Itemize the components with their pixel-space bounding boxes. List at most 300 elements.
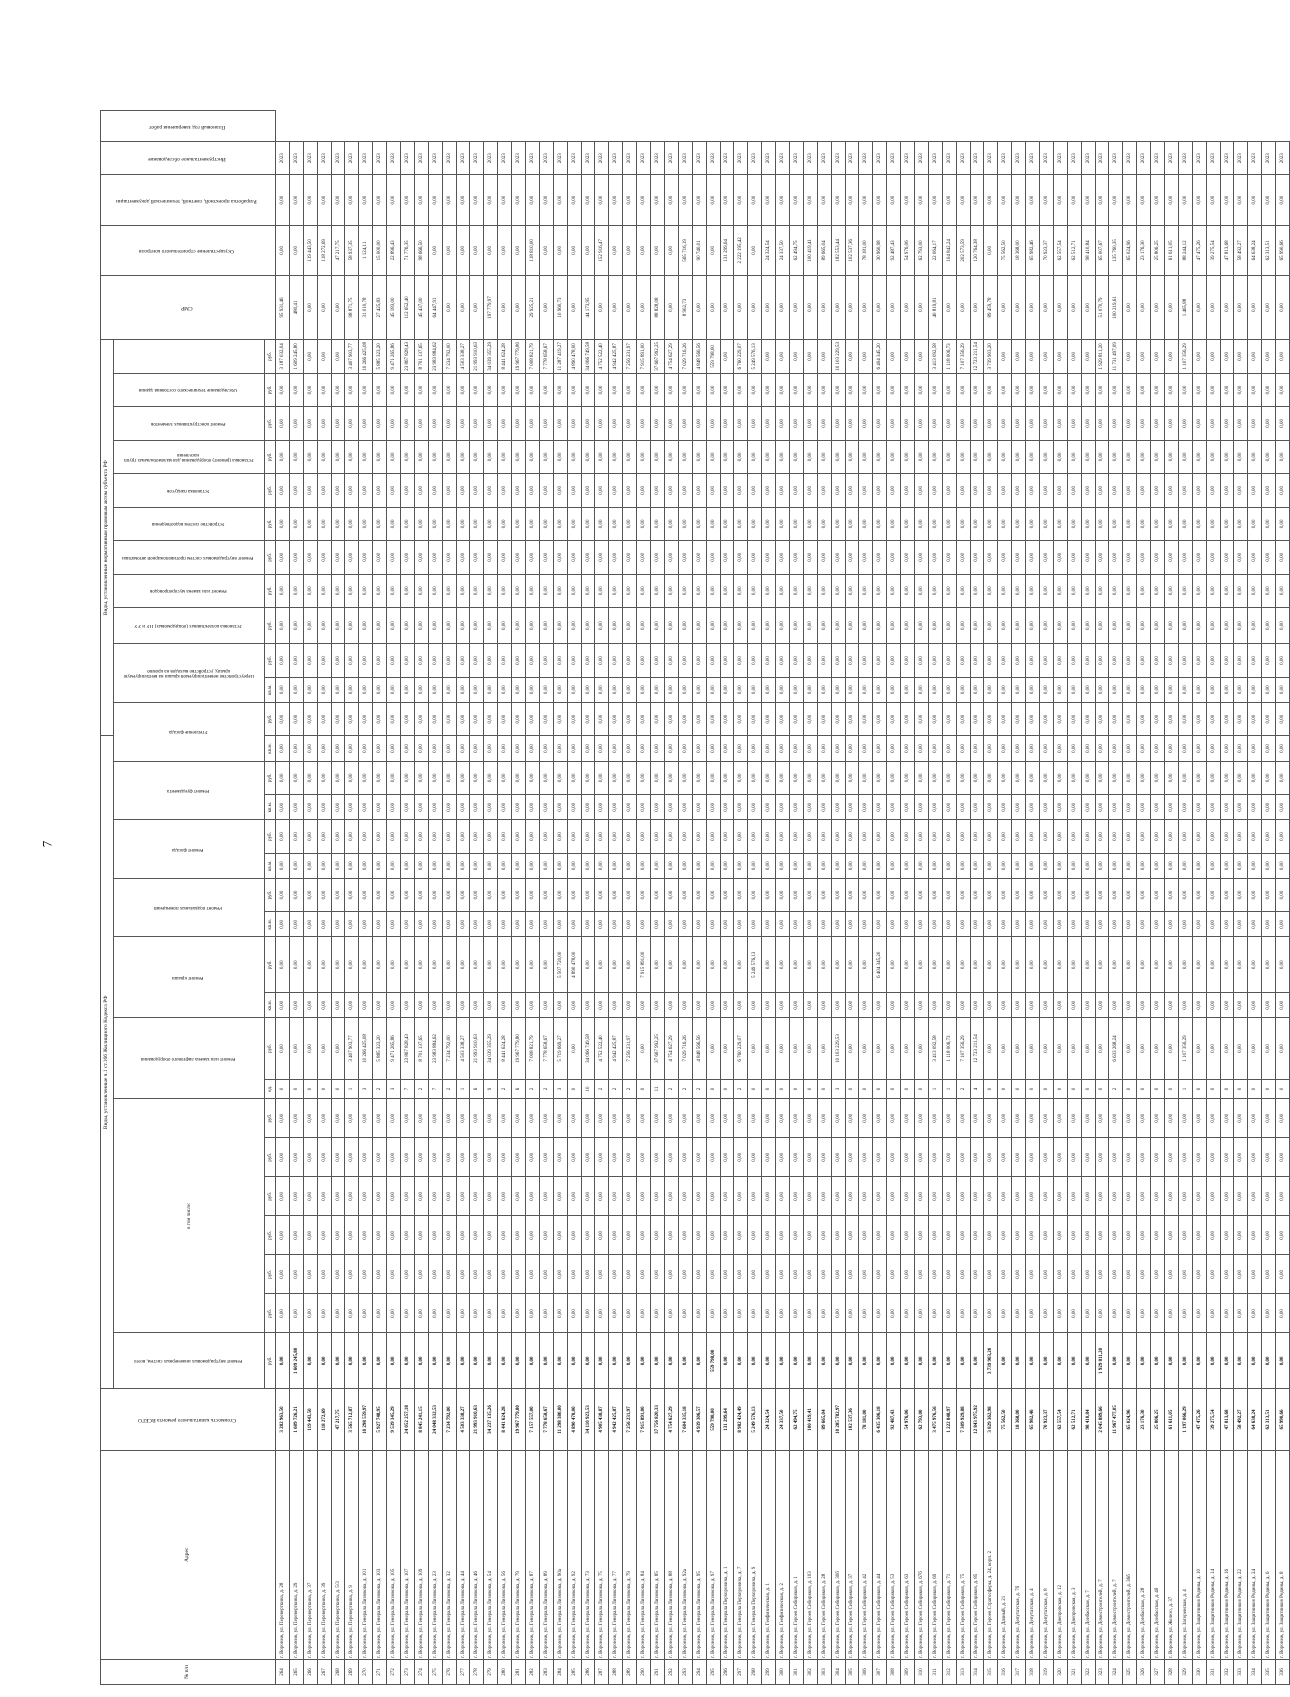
cell-systems-ext: 0,00 <box>623 541 637 574</box>
cell-address: г. Воронеж, ул. Домостроителей, д. 7 <box>1095 1450 1109 1659</box>
cell-elevator-cost: 0,00 <box>276 1018 290 1079</box>
cell-roof-area: 0,00 <box>1262 993 1276 1018</box>
cell-tech-check: 0,00 <box>1192 175 1206 225</box>
cell-gas: 0,00 <box>1248 1099 1262 1138</box>
cell-address: г. Воронеж, ул. Героев Сибиряков, д. 71 <box>942 1450 956 1659</box>
cell-no: 278 <box>470 1659 484 1684</box>
cell-drainage: 0,00 <box>901 507 915 540</box>
cell-smr: 7 008 821,79 <box>526 340 540 374</box>
cell-address: г. Воронеж, ул. Загоренская, д. 4 <box>1178 1450 1192 1659</box>
cell-elevator-count: 0 <box>762 1079 776 1099</box>
cell-fire-cost: 0,00 <box>1234 644 1248 677</box>
cell-supervision: 0,00 <box>817 275 831 339</box>
cell-meters: 0,00 <box>456 607 470 643</box>
cell-supervision: 0,00 <box>692 275 706 339</box>
cell-accessibility: 0,00 <box>401 440 415 473</box>
cell-design: 89 665,04 <box>817 225 831 275</box>
cell-hot-water: 0,00 <box>345 1255 359 1294</box>
cell-facade-area: 0,00 <box>706 853 720 878</box>
cell-meters: 0,00 <box>512 607 526 643</box>
cell-basement-area: 0,00 <box>359 912 373 937</box>
cell-design: 62 512,71 <box>1067 225 1081 275</box>
cell-tech-check: 0,00 <box>623 175 637 225</box>
cell-no: 324 <box>1109 1659 1123 1684</box>
cell-elevator-count: 0 <box>901 1079 915 1099</box>
cell-fire-cost: 0,00 <box>692 644 706 677</box>
cell-gas: 0,00 <box>928 1099 942 1138</box>
cell-foundation-cost: 0,00 <box>595 761 609 794</box>
cell-roof-cost: 0,00 <box>498 937 512 993</box>
cell-cold-water: 0,00 <box>1192 1216 1206 1255</box>
cell-ramps: 0,00 <box>998 474 1012 507</box>
table-row <box>512 111 526 1685</box>
cell-year: 2023 <box>1276 142 1290 175</box>
cell-roof-area: 0,00 <box>1095 993 1109 1018</box>
table-row <box>609 111 623 1685</box>
cell-insulation-area: 0,00 <box>1109 736 1123 761</box>
cell-year: 2023 <box>776 142 790 175</box>
cell-cold-water: 0,00 <box>720 1216 734 1255</box>
cell-total-cost: 118 272,69 <box>317 1389 331 1450</box>
cell-chutes: 0,00 <box>1095 574 1109 607</box>
cell-other1: 0,00 <box>817 407 831 440</box>
cell-cold-water: 0,00 <box>623 1216 637 1255</box>
cell-hot-water: 0,00 <box>581 1255 595 1294</box>
cell-design: 0,00 <box>706 225 720 275</box>
cell-heat: 0,00 <box>1039 1294 1053 1333</box>
cell-power: 0,00 <box>678 1177 692 1216</box>
cell-fire-cost: 0,00 <box>609 644 623 677</box>
cell-roof-area: 0,00 <box>567 993 581 1018</box>
cell-roof-area: 0,00 <box>928 993 942 1018</box>
cell-design: 64 638,24 <box>1248 225 1262 275</box>
cell-power: 0,00 <box>1262 1177 1276 1216</box>
cell-chutes: 0,00 <box>526 574 540 607</box>
cell-supervision: 1 465,88 <box>1178 275 1192 339</box>
cell-sewer: 0,00 <box>776 1138 790 1177</box>
cell-chutes: 0,00 <box>289 574 303 607</box>
cell-hot-water: 0,00 <box>317 1255 331 1294</box>
cell-fire-cost: 0,00 <box>484 644 498 677</box>
cell-facade-area: 0,00 <box>637 853 651 878</box>
cell-elevator-cost: 0,00 <box>901 1018 915 1079</box>
cell-elevator-cost: 0,00 <box>317 1018 331 1079</box>
cell-drainage: 0,00 <box>526 507 540 540</box>
cell-heat: 0,00 <box>1206 1294 1220 1333</box>
cell-smr: 21 993 910,63 <box>470 340 484 374</box>
cell-meters: 0,00 <box>762 607 776 643</box>
cell-year: 2023 <box>1081 142 1095 175</box>
cell-elevator-cost: 0,00 <box>1067 1018 1081 1079</box>
cell-drainage: 0,00 <box>470 507 484 540</box>
cell-address: г. Воронеж, ул. Донбасская, д. 28 <box>1137 1450 1151 1659</box>
cell-fire-cost: 0,00 <box>1123 644 1137 677</box>
cell-chutes: 0,00 <box>345 574 359 607</box>
cell-repair-systems: 0,00 <box>1012 1333 1026 1389</box>
table-row <box>845 111 859 1685</box>
cell-facade-cost: 0,00 <box>1137 820 1151 853</box>
cell-total-cost: 4 939 306,57 <box>692 1389 706 1450</box>
cell-roof-cost: 0,00 <box>414 937 428 993</box>
cell-other2: 0,00 <box>845 373 859 406</box>
cell-basement-area: 0,00 <box>1192 912 1206 937</box>
cell-basement-area: 0,00 <box>942 912 956 937</box>
cell-year: 2023 <box>526 142 540 175</box>
cell-chutes: 0,00 <box>1248 574 1262 607</box>
cell-basement-area: 0,00 <box>1206 912 1220 937</box>
cell-chutes: 0,00 <box>942 574 956 607</box>
cell-facade-cost: 0,00 <box>928 820 942 853</box>
cell-cold-water: 0,00 <box>1151 1216 1165 1255</box>
table-row <box>1276 111 1290 1685</box>
cell-systems-ext: 0,00 <box>553 541 567 574</box>
cell-other1: 0,00 <box>1137 407 1151 440</box>
cell-sewer: 0,00 <box>1178 1138 1192 1177</box>
table-row <box>720 111 734 1685</box>
cell-other2: 0,00 <box>289 373 303 406</box>
cell-facade-area: 0,00 <box>1262 853 1276 878</box>
cell-total-cost: 62 557,54 <box>1053 1389 1067 1450</box>
cell-foundation-cost: 0,00 <box>1053 761 1067 794</box>
cell-no: 332 <box>1220 1659 1234 1684</box>
cell-meters: 0,00 <box>359 607 373 643</box>
cell-roof-area: 0,00 <box>1248 993 1262 1018</box>
cell-total-cost: 4 942 425,87 <box>609 1389 623 1450</box>
cell-elevator-cost: 6 633 268,24 <box>1109 1018 1123 1079</box>
cell-sewer: 0,00 <box>984 1138 998 1177</box>
cell-design: 88 244,12 <box>1178 225 1192 275</box>
cell-drainage: 0,00 <box>609 507 623 540</box>
cell-year: 2023 <box>581 142 595 175</box>
cell-insulation-area: 0,00 <box>623 736 637 761</box>
cell-chutes: 0,00 <box>401 574 415 607</box>
cell-smr: 4 503 338,27 <box>456 340 470 374</box>
cell-fire-area: 0,00 <box>873 677 887 702</box>
cell-smr: 0,00 <box>1248 340 1262 374</box>
cell-total-cost: 62 793,00 <box>914 1389 928 1450</box>
cell-design: 0,00 <box>651 225 665 275</box>
cell-other1: 0,00 <box>303 407 317 440</box>
cell-facade-area: 0,00 <box>831 853 845 878</box>
cell-basement-cost: 0,00 <box>748 878 762 911</box>
cell-sewer: 0,00 <box>1123 1138 1137 1177</box>
cell-no: 270 <box>359 1659 373 1684</box>
cell-fire-area: 0,00 <box>637 677 651 702</box>
cell-repair-systems: 0,00 <box>1220 1333 1234 1389</box>
cell-no: 315 <box>984 1659 998 1684</box>
cell-chutes: 0,00 <box>1081 574 1095 607</box>
cell-roof-cost: 0,00 <box>859 937 873 993</box>
col-fire: Переустройство невентилируемой крыши на вентилируемую крышу, устройство выходов на кровлю <box>114 644 265 703</box>
cell-drainage: 0,00 <box>859 507 873 540</box>
cell-other1: 0,00 <box>1165 407 1179 440</box>
cell-design: 0,00 <box>539 225 553 275</box>
cell-fire-area: 0,00 <box>1067 677 1081 702</box>
table-row <box>331 111 345 1685</box>
cell-roof-cost: 5 249 576,13 <box>748 937 762 993</box>
unit-rub: руб. <box>265 702 276 735</box>
table-row <box>692 111 706 1685</box>
cell-basement-cost: 0,00 <box>942 878 956 911</box>
cell-smr: 4 754 627,29 <box>664 340 678 374</box>
cell-foundation-cost: 0,00 <box>762 761 776 794</box>
cell-basement-cost: 0,00 <box>706 878 720 911</box>
cell-sewer: 0,00 <box>484 1138 498 1177</box>
cell-meters: 0,00 <box>914 607 928 643</box>
cell-year: 2023 <box>1220 142 1234 175</box>
cell-smr: 23 983 884,62 <box>428 340 442 374</box>
cell-systems-ext: 0,00 <box>1109 541 1123 574</box>
cell-fire-cost: 0,00 <box>498 644 512 677</box>
cell-systems-ext: 0,00 <box>539 541 553 574</box>
cell-fire-area: 0,00 <box>470 677 484 702</box>
cell-roof-cost: 0,00 <box>1206 937 1220 993</box>
cell-facade-area: 0,00 <box>1151 853 1165 878</box>
cell-address: г. Воронеж, ул. Генерала Перхоровича, д. 1 <box>720 1450 734 1659</box>
cell-elevator-count: 0 <box>1234 1079 1248 1099</box>
cell-other1: 0,00 <box>887 407 901 440</box>
cell-sewer: 0,00 <box>470 1138 484 1177</box>
cell-address: г. Воронеж, ул. Геофизическая, д. 2 <box>776 1450 790 1659</box>
unit-rub: руб. <box>265 474 276 507</box>
cell-fire-cost: 0,00 <box>1220 644 1234 677</box>
cell-ramps: 0,00 <box>331 474 345 507</box>
cell-foundation-cost: 0,00 <box>928 761 942 794</box>
cell-chutes: 0,00 <box>970 574 984 607</box>
cell-tech-check: 0,00 <box>581 175 595 225</box>
cell-foundation-area: 0,00 <box>331 795 345 820</box>
table-row <box>859 111 873 1685</box>
table-row <box>1234 111 1248 1685</box>
cell-no: 280 <box>498 1659 512 1684</box>
cell-fire-cost: 0,00 <box>1276 644 1290 677</box>
cell-foundation-cost: 0,00 <box>401 761 415 794</box>
cell-elevator-cost: 34 066 749,58 <box>581 1018 595 1079</box>
cell-facade-cost: 0,00 <box>414 820 428 853</box>
cell-chutes: 0,00 <box>1039 574 1053 607</box>
cell-fire-cost: 0,00 <box>789 644 803 677</box>
cell-drainage: 0,00 <box>789 507 803 540</box>
cell-hot-water: 0,00 <box>1109 1255 1123 1294</box>
cell-systems-ext: 0,00 <box>692 541 706 574</box>
cell-foundation-cost: 0,00 <box>1248 761 1262 794</box>
cell-fire-cost: 0,00 <box>1109 644 1123 677</box>
cell-facade-area: 0,00 <box>1123 853 1137 878</box>
cell-design: 58 937,35 <box>345 225 359 275</box>
cell-sewer: 0,00 <box>651 1138 665 1177</box>
cell-basement-cost: 0,00 <box>651 878 665 911</box>
cell-design: 0,00 <box>553 225 567 275</box>
cell-basement-area: 0,00 <box>734 912 748 937</box>
cell-hot-water: 0,00 <box>442 1255 456 1294</box>
cell-repair-systems: 0,00 <box>276 1333 290 1389</box>
cell-gas: 0,00 <box>303 1099 317 1138</box>
cell-elevator-cost: 0,00 <box>303 1018 317 1079</box>
cell-insulation-area: 0,00 <box>845 736 859 761</box>
cell-facade-cost: 0,00 <box>692 820 706 853</box>
cell-no: 306 <box>859 1659 873 1684</box>
cell-supervision: 0,00 <box>1192 275 1206 339</box>
cell-year: 2023 <box>1165 142 1179 175</box>
cell-foundation-area: 0,00 <box>762 795 776 820</box>
cell-elevator-cost: 7 008 821,79 <box>526 1018 540 1079</box>
cell-basement-cost: 0,00 <box>359 878 373 911</box>
cell-elevator-count: 2 <box>956 1079 970 1099</box>
cell-ramps: 0,00 <box>345 474 359 507</box>
cell-roof-cost: 0,00 <box>484 937 498 993</box>
col-chutes: Ремонт или замена мусоропроводов <box>114 574 265 607</box>
cell-total-cost: 1 609 726,21 <box>289 1389 303 1450</box>
cell-foundation-cost: 0,00 <box>748 761 762 794</box>
cell-address: г. Воронеж, ул. Героев Сибиряков, д. 53 <box>887 1450 901 1659</box>
table-row <box>401 111 415 1685</box>
cell-other2: 0,00 <box>928 373 942 406</box>
cell-roof-area: 0,00 <box>317 993 331 1018</box>
cell-fire-area: 0,00 <box>692 677 706 702</box>
cell-elevator-count: 0 <box>748 1079 762 1099</box>
cell-design: 0,00 <box>609 225 623 275</box>
cell-insulation-area: 0,00 <box>692 736 706 761</box>
cell-power: 0,00 <box>998 1177 1012 1216</box>
cell-smr: 19 967 779,80 <box>512 340 526 374</box>
cell-supervision: 8 902,73 <box>678 275 692 339</box>
cell-supervision: 0,00 <box>1165 275 1179 339</box>
cell-roof-cost: 0,00 <box>359 937 373 993</box>
cell-other2: 0,00 <box>1165 373 1179 406</box>
cell-drainage: 0,00 <box>692 507 706 540</box>
cell-repair-systems: 0,00 <box>776 1333 790 1389</box>
cell-address: г. Воронеж, ул. Героев Стратосферы, д. 24, корп. 2 <box>984 1450 998 1659</box>
cell-insulation-area: 0,00 <box>526 736 540 761</box>
cell-address: г. Воронеж, ул. Генерала Лизюкова, д. 88 <box>664 1450 678 1659</box>
cell-other2: 0,00 <box>901 373 915 406</box>
cell-hot-water: 0,00 <box>1039 1255 1053 1294</box>
table-row <box>276 111 290 1685</box>
cell-facade-cost: 0,00 <box>484 820 498 853</box>
cell-year: 2023 <box>942 142 956 175</box>
cell-design: 0,00 <box>581 225 595 275</box>
cell-fire-cost: 0,00 <box>387 644 401 677</box>
cell-insulation-cost: 0,00 <box>276 702 290 735</box>
cell-ramps: 0,00 <box>1039 474 1053 507</box>
cell-smr: 8 701 137,65 <box>414 340 428 374</box>
cell-meters: 0,00 <box>428 607 442 643</box>
cell-basement-area: 0,00 <box>762 912 776 937</box>
cell-elevator-count: 2 <box>595 1079 609 1099</box>
cell-roof-cost: 0,00 <box>595 937 609 993</box>
cell-meters: 0,00 <box>901 607 915 643</box>
cell-roof-cost: 0,00 <box>845 937 859 993</box>
cell-repair-systems: 0,00 <box>581 1333 595 1389</box>
cell-address: г. Воронеж, ул. Переверткина, д. 28 <box>276 1450 290 1659</box>
cell-meters: 0,00 <box>831 607 845 643</box>
cell-gas: 0,00 <box>289 1099 303 1138</box>
cell-fire-area: 0,00 <box>762 677 776 702</box>
cell-sewer: 0,00 <box>289 1138 303 1177</box>
cell-fire-cost: 0,00 <box>1039 644 1053 677</box>
cell-fire-area: 0,00 <box>623 677 637 702</box>
cell-drainage: 0,00 <box>553 507 567 540</box>
cell-heat: 0,00 <box>1109 1294 1123 1333</box>
cell-fire-area: 0,00 <box>706 677 720 702</box>
cell-basement-area: 0,00 <box>914 912 928 937</box>
cell-facade-cost: 0,00 <box>817 820 831 853</box>
cell-roof-cost: 0,00 <box>651 937 665 993</box>
cell-facade-cost: 0,00 <box>1262 820 1276 853</box>
cell-drainage: 0,00 <box>1012 507 1026 540</box>
cell-foundation-cost: 0,00 <box>734 761 748 794</box>
cell-tech-check: 0,00 <box>609 175 623 225</box>
cell-chutes: 0,00 <box>873 574 887 607</box>
cell-heat: 0,00 <box>817 1294 831 1333</box>
cell-foundation-area: 0,00 <box>387 795 401 820</box>
cell-foundation-area: 0,00 <box>512 795 526 820</box>
cell-basement-cost: 0,00 <box>1081 878 1095 911</box>
cell-supervision: 0,00 <box>1026 275 1040 339</box>
cell-cold-water: 0,00 <box>789 1216 803 1255</box>
cell-insulation-area: 0,00 <box>331 736 345 761</box>
cell-other1: 0,00 <box>1081 407 1095 440</box>
cell-supervision: 88 828,08 <box>651 275 665 339</box>
cell-sewer: 0,00 <box>678 1138 692 1177</box>
cell-heat: 0,00 <box>651 1294 665 1333</box>
cell-repair-systems: 0,00 <box>387 1333 401 1389</box>
cell-smr: 0,00 <box>1123 340 1137 374</box>
cell-roof-area: 0,00 <box>456 993 470 1018</box>
cell-facade-area: 0,00 <box>512 853 526 878</box>
cell-supervision: 0,00 <box>942 275 956 339</box>
cell-power: 0,00 <box>817 1177 831 1216</box>
cell-insulation-cost: 0,00 <box>539 702 553 735</box>
cell-fire-area: 0,00 <box>984 677 998 702</box>
page-number: 7 <box>39 840 55 848</box>
cell-tech-check: 0,00 <box>1206 175 1220 225</box>
cell-repair-systems: 0,00 <box>359 1333 373 1389</box>
cell-power: 0,00 <box>956 1177 970 1216</box>
cell-year: 2023 <box>1178 142 1192 175</box>
cell-roof-area: 0,00 <box>845 993 859 1018</box>
cell-drainage: 0,00 <box>845 507 859 540</box>
cell-design: 78 181,00 <box>859 225 873 275</box>
cell-fire-area: 0,00 <box>928 677 942 702</box>
cell-sewer: 0,00 <box>595 1138 609 1177</box>
cell-insulation-cost: 0,00 <box>553 702 567 735</box>
cell-other2: 0,00 <box>637 373 651 406</box>
cell-elevator-cost: 19 967 779,80 <box>512 1018 526 1079</box>
cell-heat: 0,00 <box>734 1294 748 1333</box>
cell-hot-water: 0,00 <box>914 1255 928 1294</box>
cell-cold-water: 0,00 <box>331 1216 345 1255</box>
cell-systems-ext: 0,00 <box>998 541 1012 574</box>
cell-elevator-count: 0 <box>1220 1079 1234 1099</box>
cell-other1: 0,00 <box>1026 407 1040 440</box>
cell-insulation-area: 0,00 <box>651 736 665 761</box>
table-row <box>553 111 567 1685</box>
cell-other1: 0,00 <box>1151 407 1165 440</box>
cell-tech-check: 0,00 <box>873 175 887 225</box>
cell-address: г. Воронеж, ул. Генерала Перхоровича, д. 7 <box>734 1450 748 1659</box>
cell-total-cost: 12 843 975,92 <box>970 1389 984 1450</box>
cell-insulation-area: 0,00 <box>901 736 915 761</box>
cell-basement-area: 0,00 <box>1123 912 1137 937</box>
cell-fire-cost: 0,00 <box>1248 644 1262 677</box>
cell-roof-area: 0,00 <box>1012 993 1026 1018</box>
cell-accessibility: 0,00 <box>526 440 540 473</box>
cell-insulation-cost: 0,00 <box>289 702 303 735</box>
cell-hot-water: 0,00 <box>609 1255 623 1294</box>
cell-basement-cost: 0,00 <box>581 878 595 911</box>
cell-other2: 0,00 <box>317 373 331 406</box>
